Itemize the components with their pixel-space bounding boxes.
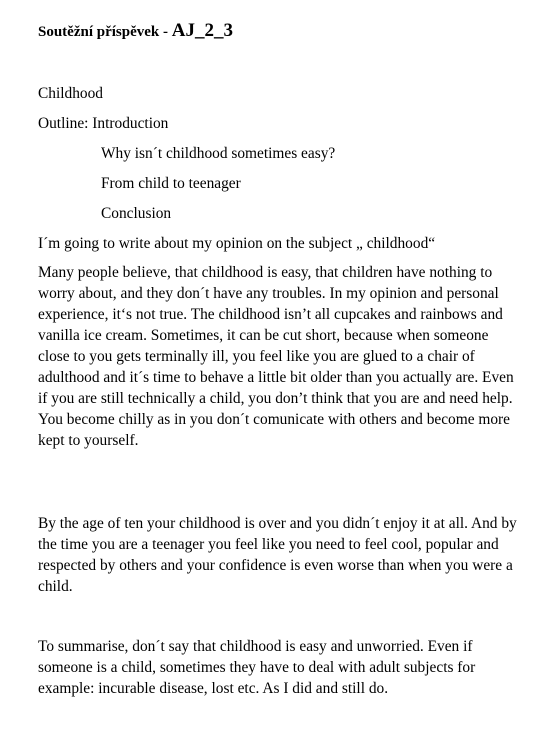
intro-sentence: I´m going to write about my opinion on the subject „ childhood“ [38, 235, 436, 252]
outline-item-conclusion: Conclusion [101, 205, 172, 222]
essay-title: Childhood [38, 85, 103, 102]
outline-item-child-to-teenager: From child to teenager [101, 175, 241, 192]
outline-item-why: Why isn´t childhood sometimes easy? [101, 145, 336, 162]
paragraph-body-2: By the age of ten your childhood is over and you didn´t enjoy it at all. And by the time you are a teenager you feel like you need to feel cool, popular and respected by others and your confidence is even worse than when you were a child. [38, 515, 517, 595]
document-header [38, 19, 233, 44]
outline-introduction: Outline: Introduction [38, 115, 169, 132]
header-label: Soutěžní příspěvek - [38, 24, 172, 40]
header-code: AJ_2_3 [171, 20, 233, 41]
paragraph-body-1: Many people believe, that childhood is easy, that children have nothing to worry about, and they don´t have any troubles. In my opinion and personal experience, it‘s not true. The childhood isn’t all cupcakes and rainbows and vanilla ice cream. Sometimes, it can be cut short, because when someone close to you gets terminally ill, you feel like you are glued to a chair of adulthood and it´s time to behave a little bit older than you actually are. Even if you are still technically a child, you don’t think that you are and need help. You become chilly as in you don´t comunicate with others and become more kept to yourself. [38, 264, 514, 449]
paragraph-conclusion: To summarise, don´t say that childhood is easy and unworried. Even if someone is a child, sometimes they have to deal with adult subjects for example: incurable disease, lost etc. As I did and still do. [38, 638, 476, 697]
